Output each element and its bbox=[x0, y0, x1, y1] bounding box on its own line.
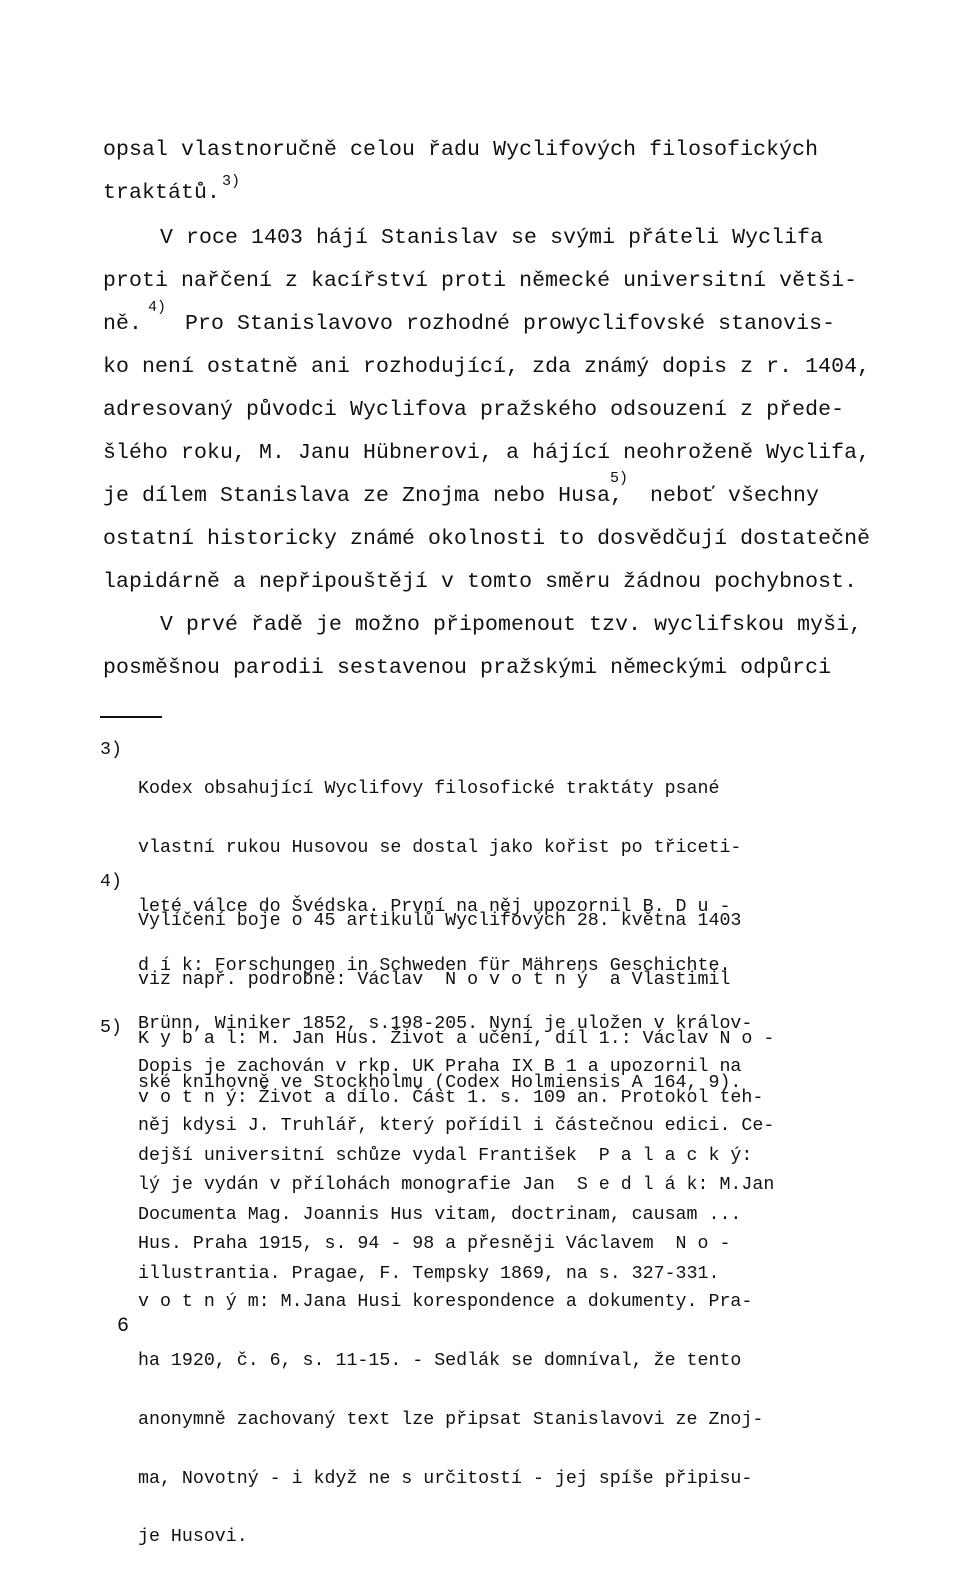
body-line: V roce 1403 hájí Stanislav se svými přáteli Wyclifa bbox=[160, 226, 824, 250]
footnote-line: Brünn, Winiker 1852, s.198-205. Nyní je uložen v králov- bbox=[138, 1014, 753, 1035]
footnote-line: v o t n ý: Život a dílo. Část 1. s. 109 an. Protokol teh- bbox=[138, 1087, 764, 1108]
body-line: neboť všechny bbox=[650, 484, 820, 508]
footnote-line: Kodex obsahující Wyclifovy filosofické traktáty psané bbox=[138, 779, 720, 800]
footnote-ref: 4) bbox=[148, 299, 167, 316]
footnote-line: dejší universitní schůze vydal František P a l a c k ý: bbox=[138, 1146, 753, 1167]
footnote-line: ha 1920, č. 6, s. 11-15. - Sedlák se domníval, že tento bbox=[138, 1351, 742, 1372]
footnote-line: ma, Novotný - i když ne s určitostí - jej spíše připisu- bbox=[138, 1468, 753, 1489]
footnote-line: illustrantia. Pragae, F. Tempsky 1869, na s. 327-331. bbox=[138, 1263, 720, 1284]
body-line: šlého roku, M. Janu Hübnerovi, a hájící neohroženě Wyclifa, bbox=[103, 441, 871, 465]
body-line: traktátů. bbox=[103, 181, 221, 205]
footnote-ref: 3) bbox=[222, 173, 241, 190]
footnote-ref: 5) bbox=[610, 470, 629, 487]
footnote-line: lý je vydán v přílohách monografie Jan S e d l á k: M.Jan bbox=[138, 1174, 775, 1195]
footnote-line: Dopis je zachován v rkp. UK Praha IX B 1 a upozornil na bbox=[138, 1057, 742, 1078]
footnote-line: viz např. podrobně: Václav N o v o t n ý a Vlastimil bbox=[138, 969, 731, 990]
footnote-text bbox=[138, 1019, 774, 1587]
body-line: ko není ostatně ani rozhodující, zda známý dopis z r. 1404, bbox=[103, 355, 871, 379]
body-line: posměšnou parodii sestavenou pražskými německými odpůrci bbox=[103, 656, 832, 680]
footnote-line: Hus. Praha 1915, s. 94 - 98 a přesněji Václavem N o - bbox=[138, 1233, 731, 1254]
body-line: ostatní historicky známé okolnosti to dosvědčují dostatečně bbox=[103, 527, 871, 551]
body-line: proti nařčení z kacířství proti německé universitní větši- bbox=[103, 269, 858, 293]
body-line: je dílem Stanislava ze Znojma nebo Husa, bbox=[103, 484, 624, 508]
body-line: Pro Stanislavovo rozhodné prowyclifovské stanovis- bbox=[185, 312, 836, 336]
footnote-number: 5) bbox=[100, 1018, 122, 1038]
footnote-line: něj kdysi J. Truhlář, který pořídil i částečnou edici. Ce- bbox=[138, 1115, 775, 1136]
body-line: lapidárně a nepřipouštějí v tomto směru žádnou pochybnost. bbox=[103, 570, 858, 594]
footnote-line: vlastní rukou Husovou se dostal jako kořist po třiceti- bbox=[138, 837, 742, 858]
body-line: opsal vlastnoručně celou řadu Wyclifových filosofických bbox=[103, 138, 819, 162]
footnote-line: v o t n ý m: M.Jana Husi korespondence a dokumenty. Pra- bbox=[138, 1292, 753, 1313]
footnote-line: leté válce do Švédska. První na něj upozornil B. D u - bbox=[138, 896, 731, 917]
footnote-line: anonymně zachovaný text lze připsat Stanislavovi ze Znoj- bbox=[138, 1409, 764, 1430]
footnote-number: 4) bbox=[100, 872, 122, 892]
footnote-line: K y b a l: M. Jan Hus. Život a učení, díl 1.: Václav N o - bbox=[138, 1028, 775, 1049]
body-line: V prvé řadě je možno připomenout tzv. wyclifskou myši, bbox=[160, 613, 863, 637]
page-number: 6 bbox=[117, 1315, 130, 1338]
body-line: adresovaný původci Wyclifova pražského odsouzení z přede- bbox=[103, 398, 845, 422]
footnote-line: d í k: Forschungen in Schweden für Mährens Geschichte. bbox=[138, 955, 731, 976]
footnote-number: 3) bbox=[100, 740, 122, 760]
footnote-line: Documenta Mag. Joannis Hus vitam, doctrinam, causam ... bbox=[138, 1205, 742, 1226]
footnote-line: Vylíčení boje o 45 artikulů Wyclifových 28. května 1403 bbox=[138, 911, 742, 932]
footnote-line: je Husovi. bbox=[138, 1527, 248, 1548]
footnote-line: ské knihovně ve Stockholmu (Codex Holmiensis A 164, 9). bbox=[138, 1073, 742, 1094]
body-line: ně. bbox=[103, 312, 143, 336]
footnote-separator bbox=[100, 716, 162, 718]
